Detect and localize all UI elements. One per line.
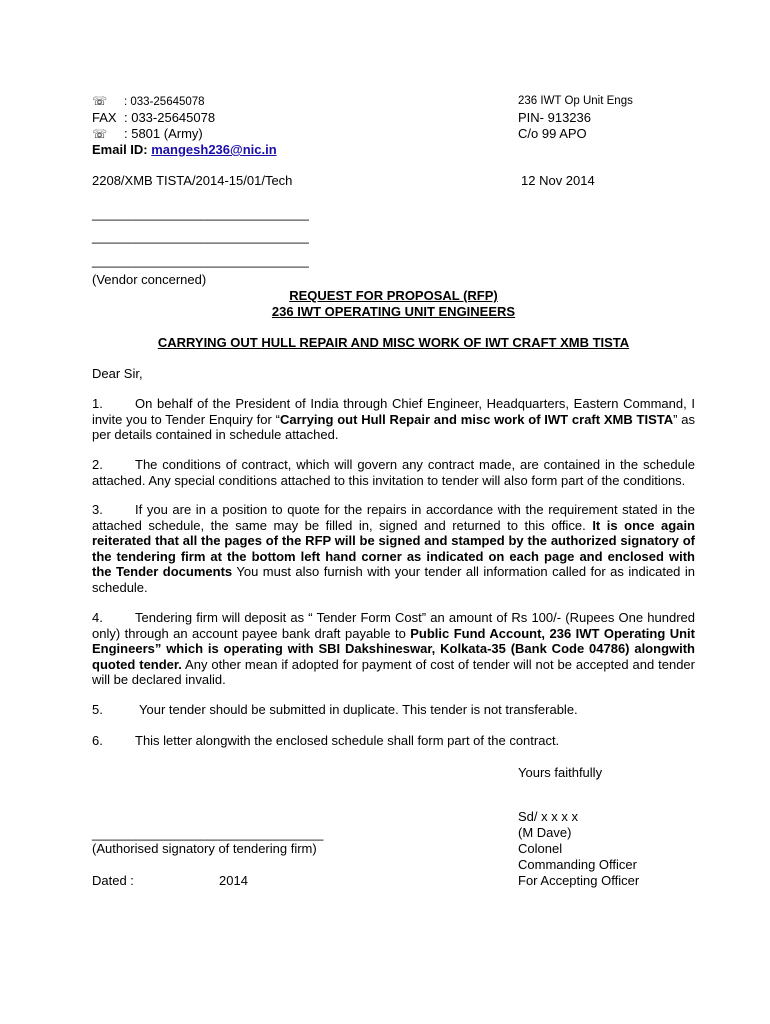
- pin-code: PIN- 913236: [518, 110, 591, 125]
- paragraph-3: [92, 502, 695, 595]
- address-line-2: ______________________________: [92, 229, 309, 244]
- rfp-title: REQUEST FOR PROPOSAL (RFP): [289, 288, 498, 303]
- closing-yours: Yours faithfully: [518, 765, 603, 780]
- paragraph-text: If you are in a position to quote for the repairs in accordance with the requirement stated in the attached schedule, the same may be filled in, signed and returned to this office.: [92, 502, 695, 533]
- paragraph-text: Tendering firm will deposit as “ Tender Form Cost” an amount of Rs 100/- (Rupees One hundred only) through an account payee bank draft payable to: [92, 610, 695, 641]
- address-line-1: ______________________________: [92, 206, 309, 221]
- paragraph-text: Your tender should be submitted in duplicate. This tender is not transferable.: [139, 702, 578, 717]
- paragraph-text: You must also furnish with your tender all information called for as indicated in schedule.: [92, 564, 695, 595]
- signatory-line: ________________________________: [92, 826, 324, 841]
- army-value: : 5801 (Army): [124, 126, 203, 141]
- paragraph-2: [92, 457, 695, 488]
- paragraph-6: [92, 733, 695, 749]
- fax-line: [92, 110, 215, 126]
- paragraph-bold-text: Carrying out Hull Repair and misc work of IWT craft XMB TISTA: [279, 411, 674, 427]
- signer-name: (M Dave): [518, 825, 572, 840]
- paragraph-text: ” as per details contained in schedule attached.: [92, 411, 696, 442]
- paragraph-5: [92, 702, 695, 718]
- paragraph-text: Any other mean if adopted for payment of cost of tender will not be accepted and tender will be declared invalid.: [92, 656, 695, 687]
- army-line: [92, 126, 203, 142]
- signed-mark: Sd/ x x x x: [518, 809, 578, 824]
- fax-label: FAX: [92, 110, 117, 125]
- letter-date: 12 Nov 2014: [521, 173, 595, 188]
- fax-value: : 033-25645078: [124, 110, 216, 125]
- unit-name: 236 IWT Op Unit Engs: [518, 95, 633, 107]
- paragraph-text: On behalf of the President of India through Chief Engineer, Headquarters, Eastern Command, I invite you to Tender Enquiry for “: [92, 396, 695, 427]
- dated-year: 2014: [219, 873, 248, 888]
- signer-post: Commanding Officer: [518, 857, 637, 872]
- signer-rank: Colonel: [518, 841, 563, 856]
- paragraph-1: [92, 396, 695, 443]
- reference-number: 2208/XMB TISTA/2014-15/01/Tech: [92, 173, 293, 188]
- unit-title: 236 IWT OPERATING UNIT ENGINEERS: [271, 304, 516, 319]
- paragraph-number: 2.: [92, 457, 103, 472]
- paragraph-number: 4.: [92, 610, 103, 625]
- signatory-label: (Authorised signatory of tendering firm): [92, 841, 317, 856]
- email-label: Email ID:: [92, 142, 148, 157]
- paragraph-number: 3.: [92, 502, 103, 517]
- paragraph-4: [92, 610, 695, 688]
- tel-value: : 033-25645078: [124, 96, 205, 108]
- dated-label: Dated :: [92, 873, 134, 888]
- apo: C/o 99 APO: [518, 126, 587, 141]
- paragraph-number: 1.: [92, 396, 103, 411]
- address-line-3: ______________________________: [92, 253, 309, 268]
- subject-title: CARRYING OUT HULL REPAIR AND MISC WORK OF IWT CRAFT XMB TISTA: [157, 335, 630, 350]
- telephone-icon: ☏: [92, 94, 108, 108]
- paragraph-bold-text: Public Fund Account, 236 IWT Operating Unit Engineers” which is operating with SBI Dakshineswar, Kolkata-35 (Bank Code 04786) alongwith quoted tender.: [92, 625, 695, 672]
- paragraph-number: 6.: [92, 733, 103, 748]
- paragraph-number: 5.: [92, 702, 103, 717]
- signer-role: For Accepting Officer: [518, 873, 640, 888]
- paragraph-text: This letter alongwith the enclosed schedule shall form part of the contract.: [135, 733, 560, 748]
- email-link[interactable]: mangesh236@nic.in: [151, 142, 277, 157]
- vendor-label: (Vendor concerned): [92, 272, 207, 287]
- email-line: [92, 142, 277, 158]
- salutation: Dear Sir,: [92, 366, 143, 381]
- paragraph-text: The conditions of contract, which will govern any contract made, are contained in the schedule attached. Any special conditions attached to this invitation to tender will also form part of the conditions.: [92, 457, 695, 488]
- tel-line: [92, 93, 205, 110]
- telephone-icon: ☏: [92, 127, 108, 141]
- paragraph-bold-text: It is once again reiterated that all the pages of the RFP will be signed and stamped by the authorized signatory of the tendering firm at the bottom left hand corner as indicated on each page and enclosed with the Tender documents: [92, 517, 695, 579]
